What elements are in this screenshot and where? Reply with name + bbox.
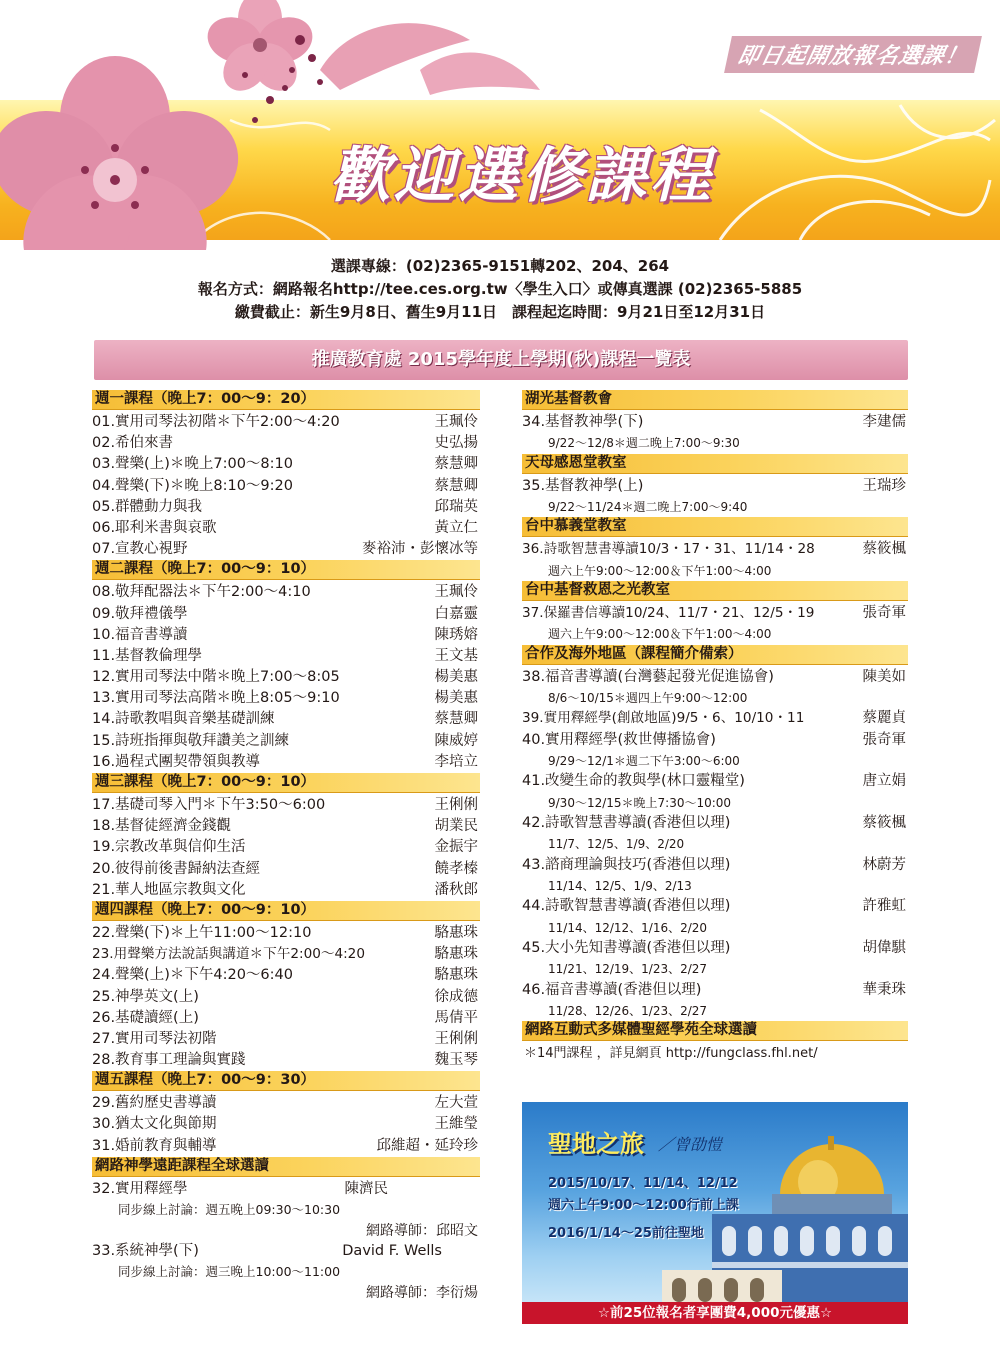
info-deadline: 繳費截止：新生9月8日、舊生9月11日 課程起迄時間：9月21日至12月31日 [234, 303, 766, 321]
course-teacher: 胡偉騏 [862, 940, 906, 957]
course-teacher: 李培立 [434, 753, 478, 770]
multimedia-link-note[interactable]: ＊14門課程 ，詳見網頁 http://fungclass.fhl.net/ [524, 1046, 818, 1062]
page-title: 歡迎選修課程 [330, 141, 714, 211]
course-title: 42.詩歌智慧書導讀(香港但以理) [522, 815, 731, 831]
course-row [92, 688, 480, 709]
course-teacher: 王瑞珍 [862, 477, 906, 494]
course-title: 43.諮商理論與技巧(香港但以理) [522, 856, 731, 873]
course-row [522, 771, 908, 792]
course-row [522, 813, 908, 834]
section-head-online: 網路神學遠距課程全球選讀 [92, 1157, 480, 1177]
section-head-monday: 週一課程（晚上7：00～9：20） [92, 390, 480, 410]
course-teacher: 饒孝榛 [434, 860, 478, 877]
course-row [522, 708, 908, 729]
course-row [92, 987, 480, 1008]
course-teacher: 許雅虹 [862, 898, 906, 915]
course-row [92, 816, 480, 837]
course-schedule: 11/14、12/12、1/16、2/20 [548, 920, 708, 935]
course-title: 24.聲樂(上)＊下午4:20～6:40 [92, 967, 293, 984]
course-schedule: 8/6～10/15＊週四上午9:00～12:00 [548, 690, 748, 705]
course-title: 11.基督教倫理學 [92, 647, 203, 664]
ad-title: 聖地之旅 [548, 1129, 644, 1158]
course-teacher: 華秉珠 [862, 981, 906, 998]
online-tutor: 網路導師：李衍煬 [366, 1284, 478, 1301]
course-row [92, 1114, 480, 1135]
course-teacher: 蔡筱楓 [862, 541, 906, 558]
course-row [92, 497, 480, 518]
course-title: 18.基督徒經濟金錢觀 [92, 818, 232, 835]
course-row [92, 625, 480, 646]
course-teacher: 駱惠珠 [434, 924, 478, 941]
course-schedule: 9/30～12/15＊晚上7:30～10:00 [548, 795, 732, 810]
sync-discussion: 同步線上討論：週三晚上10:00～11:00 [118, 1264, 341, 1280]
course-title: 31.婚前教育與輔導 [92, 1137, 217, 1154]
section-head-tuesday: 週二課程（晚上7：00～9：10） [92, 560, 480, 580]
course-title: 02.希伯來書 [92, 435, 174, 452]
course-teacher: 徐成德 [434, 988, 478, 1005]
course-title: 04.聲樂(下)＊晚上8:10～9:20 [92, 477, 293, 494]
course-teacher: 王文基 [434, 647, 478, 664]
course-title: 08.敬拜配器法＊下午2:00～4:10 [92, 584, 311, 601]
course-title: 28.教育事工理論與實踐 [92, 1052, 246, 1069]
section-head-multimedia: 網路互動式多媒體聖經學苑全球選讀 [522, 1021, 908, 1041]
course-schedule: 週六上午9:00～12:00＆下午1:00～4:00 [548, 563, 772, 578]
course-title: 41.改變生命的教與學(林口靈糧堂) [522, 773, 745, 790]
course-title: 12.實用司琴法中階＊晚上7:00～8:05 [92, 669, 340, 686]
course-teacher: 王珮伶 [434, 584, 478, 601]
course-title: 21.華人地區宗教與文化 [92, 881, 246, 898]
course-teacher: 金振宇 [434, 839, 478, 856]
course-title: 07.宣教心視野 [92, 541, 188, 558]
course-teacher: 魏玉琴 [434, 1052, 478, 1069]
ad-time: 週六上午9:00～12:00行前上課 [548, 1198, 739, 1213]
course-row [92, 476, 480, 497]
course-schedule: 11/14、12/5、1/9、2/13 [548, 878, 692, 893]
course-teacher: 張奇軍 [862, 605, 906, 622]
course-row [522, 855, 908, 876]
course-teacher: David F. Wells [342, 1243, 442, 1259]
right-course-column [522, 390, 908, 1065]
course-teacher: 王俐俐 [434, 797, 478, 813]
course-teacher: 王維瑩 [434, 1116, 478, 1133]
course-teacher: 史弘揚 [434, 435, 478, 452]
course-row [92, 412, 480, 433]
holy-land-tour-ad [522, 1102, 908, 1324]
section-head-friday: 週五課程（晚上7：00～9：30） [92, 1071, 480, 1091]
course-title: 29.舊約歷史書導讀 [92, 1095, 217, 1112]
course-title: 15.詩班指揮與敬拜讚美之訓練 [92, 732, 290, 749]
course-row [92, 667, 480, 688]
course-row [522, 730, 908, 751]
course-row [92, 454, 480, 475]
course-teacher: 邱瑞英 [434, 498, 478, 515]
course-schedule: 9/22～12/8＊週二晚上7:00～9:30 [548, 436, 740, 451]
course-teacher: 蔡慧卿 [434, 456, 478, 473]
course-teacher: 駱惠珠 [434, 946, 478, 963]
course-title: 30.猶太文化與節期 [92, 1116, 217, 1133]
course-row [92, 1136, 480, 1157]
course-title: 01.實用司琴法初階＊下午2:00～4:20 [92, 414, 340, 430]
course-teacher: 左大萱 [434, 1095, 478, 1112]
tagline: 即日起開放報名選課！ [724, 36, 982, 73]
course-title: 46.福音書導讀(香港但以理) [522, 981, 702, 998]
course-teacher: 陳濟民 [344, 1180, 388, 1197]
course-row [522, 412, 908, 433]
course-teacher: 蔡麗貞 [862, 710, 906, 727]
course-row [522, 539, 908, 560]
course-title: 06.耶利米書與哀歌 [92, 519, 217, 536]
course-row [522, 980, 908, 1001]
course-teacher: 潘秋郎 [434, 881, 478, 898]
course-schedule: 週六上午9:00～12:00＆下午1:00～4:00 [548, 627, 772, 642]
course-row [522, 667, 908, 688]
course-teacher: 楊美惠 [434, 669, 478, 686]
course-teacher: 蔡筱楓 [862, 815, 906, 831]
course-teacher: 駱惠珠 [434, 967, 478, 984]
course-row [92, 752, 480, 773]
info-phone: 選課專線：(02)2365-9151轉202、204、264 [330, 257, 670, 275]
header-banner [0, 0, 1000, 250]
course-row [92, 709, 480, 730]
course-row [92, 1093, 480, 1114]
course-teacher: 麥裕沛・彭懷冰等 [362, 541, 478, 558]
online-tutor: 網路導師：邱昭文 [366, 1222, 478, 1239]
course-teacher: 蔡慧卿 [434, 477, 478, 494]
course-schedule: 11/21、12/19、1/23、2/27 [548, 962, 708, 977]
course-teacher: 黃立仁 [434, 519, 478, 536]
course-title: 26.基礎讀經(上) [92, 1009, 199, 1026]
course-row [92, 433, 480, 454]
course-row [92, 518, 480, 539]
course-row [92, 1179, 480, 1200]
course-teacher: 陳美如 [862, 668, 906, 685]
ad-author: ／曾劭愷 [658, 1135, 723, 1154]
course-teacher: 楊美惠 [434, 690, 478, 707]
course-row [92, 646, 480, 667]
course-schedule: 11/7、12/5、1/9、2/20 [548, 837, 685, 852]
section-head-taichung-muyi: 台中慕義堂教室 [522, 517, 908, 537]
course-teacher: 王珮伶 [434, 414, 478, 430]
course-teacher: 白嘉靈 [434, 605, 478, 622]
ad-offer-banner: ☆前25位報名者享團費4,000元優惠☆ [522, 1302, 908, 1324]
course-title: 37.保羅書信導讀10/24、11/7・21、12/5・19 [522, 605, 815, 622]
course-title: 13.實用司琴法高階＊晚上8:05～9:10 [92, 690, 340, 707]
course-row [92, 731, 480, 752]
ad-dates: 2015/10/17、11/14、12/12 [548, 1176, 738, 1191]
course-title: 09.敬拜禮儀學 [92, 605, 188, 622]
course-title: 23.用聲樂方法說話與講道＊下午2:00～4:20 [92, 946, 365, 963]
course-row [92, 880, 480, 901]
course-row [92, 1241, 480, 1262]
course-row [522, 938, 908, 959]
course-title: 40.實用釋經學(救世傳播協會) [522, 731, 716, 748]
course-row [92, 944, 480, 965]
course-title: 36.詩歌智慧書導讀10/3・17・31、11/14・28 [522, 541, 815, 558]
course-title: 10.福音書導讀 [92, 626, 188, 643]
course-title: 32.實用釋經學 [92, 1180, 188, 1197]
course-schedule: 9/29～12/1＊週二下午3:00～6:00 [548, 753, 740, 768]
course-title: 38.福音書導讀(台灣藝起發光促進協會) [522, 668, 774, 685]
course-title: 33.系統神學(下) [92, 1243, 199, 1259]
course-title: 45.大小先知書導讀(香港但以理) [522, 940, 731, 957]
course-teacher: 蔡慧卿 [434, 711, 478, 728]
course-title: 39.實用釋經學(創啟地區)9/5・6、10/10・11 [522, 710, 805, 727]
course-teacher: 陳琇嫆 [434, 626, 478, 643]
course-teacher: 馬倩平 [434, 1009, 478, 1026]
course-title: 17.基礎司琴入門＊下午3:50～6:00 [92, 797, 326, 813]
course-list-title: 推廣教育處 2015學年度上學期(秋)課程一覽表 [94, 340, 908, 380]
section-head-huguang: 湖光基督教會 [522, 390, 908, 410]
course-row [92, 923, 480, 944]
course-row [92, 859, 480, 880]
course-title: 34.基督教神學(下) [522, 414, 644, 430]
course-teacher: 邱維超・延玲珍 [376, 1137, 478, 1154]
course-title: 27.實用司琴法初階 [92, 1030, 217, 1047]
course-row [92, 795, 480, 816]
course-row [92, 582, 480, 603]
section-head-tianmu: 天母感恩堂教室 [522, 454, 908, 474]
course-row [522, 476, 908, 497]
course-row [92, 1008, 480, 1029]
registration-info [0, 255, 1000, 324]
section-head-wednesday: 週三課程（晚上7：00～9：10） [92, 773, 480, 793]
sync-discussion: 同步線上討論：週五晚上09:30～10:30 [118, 1202, 341, 1217]
course-row [522, 896, 908, 917]
course-title: 25.神學英文(上) [92, 988, 199, 1005]
course-row [92, 604, 480, 625]
course-row [92, 1050, 480, 1071]
section-head-taichung-jiuen: 台中基督救恩之光教室 [522, 581, 908, 601]
course-teacher: 林蔚芳 [862, 856, 906, 873]
course-row [92, 539, 480, 560]
course-title: 03.聲樂(上)＊晚上7:00～8:10 [92, 456, 293, 473]
course-row [92, 965, 480, 986]
course-schedule: 9/22～11/24＊週二晚上7:00～9:40 [548, 499, 748, 514]
course-title: 16.過程式團契帶領與教導 [92, 753, 261, 770]
course-title: 19.宗教改革與信仰生活 [92, 839, 246, 856]
course-row [92, 837, 480, 858]
ad-trip: 2016/1/14～25前往聖地 [548, 1226, 704, 1241]
course-title: 35.基督教神學(上) [522, 477, 644, 494]
section-head-thursday: 週四課程（晚上7：00～9：10） [92, 901, 480, 921]
info-registration-method: 報名方式：網路報名http://tee.ces.org.tw〈學生入口〉或傳真選課 (02)2365-5885 [197, 280, 803, 298]
course-teacher: 張奇軍 [862, 731, 906, 748]
course-title: 05.群體動力與我 [92, 498, 203, 515]
section-head-overseas: 合作及海外地區（課程簡介備索） [522, 645, 908, 665]
course-teacher: 胡業民 [434, 818, 478, 835]
course-schedule: 11/28、12/26、1/23、2/27 [548, 1003, 708, 1018]
course-teacher: 王俐俐 [434, 1030, 478, 1047]
course-title: 22.聲樂(下)＊上午11:00～12:10 [92, 924, 312, 941]
course-row [522, 603, 908, 624]
course-title: 14.詩歌教唱與音樂基礎訓練 [92, 711, 275, 728]
left-course-column [92, 390, 480, 1303]
course-title: 44.詩歌智慧書導讀(香港但以理) [522, 898, 731, 915]
course-title: 20.彼得前後書歸納法查經 [92, 860, 261, 877]
course-teacher: 陳威婷 [434, 732, 478, 749]
course-row [92, 1029, 480, 1050]
course-teacher: 唐立娟 [862, 773, 906, 790]
course-teacher: 李建儒 [862, 414, 906, 430]
